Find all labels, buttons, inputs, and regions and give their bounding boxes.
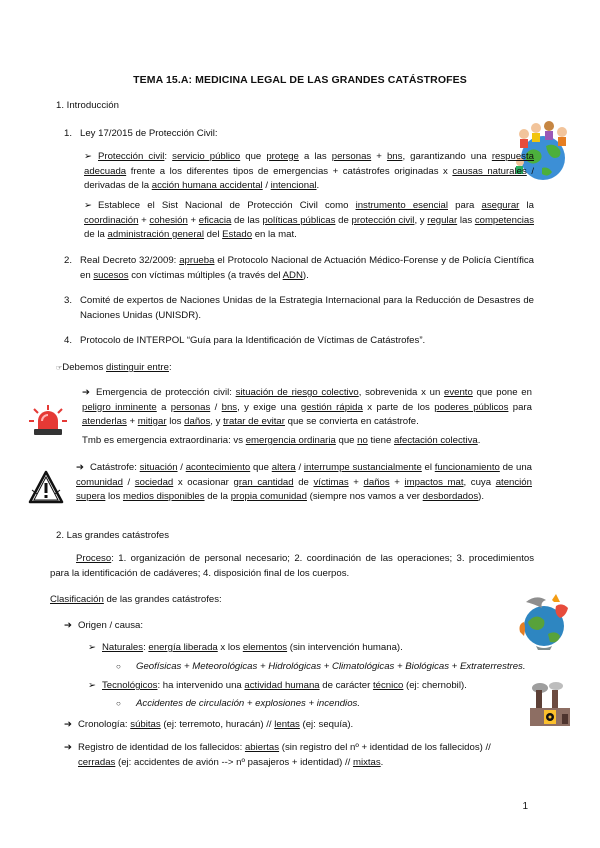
- cronologia-item: ➔ Cronología: súbitas (ej: terremoto, huracán) // lentas (ej: sequía).: [64, 718, 353, 733]
- law-4-text: Protocolo de INTERPOL “Guía para la Identificación de Víctimas de Catástrofes”.: [80, 335, 426, 346]
- law-4-number: 4.: [64, 335, 73, 346]
- law-2-text: Real Decreto 32/2009: aprueba el Protocolo Nacional de Actuación Médico-Forense y de Policía Científica en sucesos con víctimas múltiples (a través del ADN).: [80, 255, 535, 281]
- tecnologicos-subitem: ○ Accidentes de circulación + explosiones + incendios.: [116, 697, 360, 712]
- emergencia-extraordinaria: Tmb es emergencia extraordinaria: vs emergencia ordinaria que no tiene afectación colectiva.: [82, 435, 481, 446]
- distinguir-heading: ☞Debemos distinguir entre:: [56, 362, 172, 373]
- emergencia-definition: ➔ Emergencia de protección civil: situación de riesgo colectivo, sobrevenida x un evento que pone en peligro inminente a personas / bns, y exige una gestión rápida x parte de los poderes públicos para atenderlas + mitigar los daños, y tratar de evitar que se convierta en catástrofe.: [82, 387, 532, 427]
- law-3-number: 3.: [64, 295, 73, 306]
- triangle-bullet-icon: ➢: [88, 642, 97, 653]
- pointing-hand-icon: ☞: [56, 365, 63, 372]
- triangle-bullet-icon: ➢: [88, 680, 97, 691]
- disaster-earth-icon: [516, 592, 572, 652]
- clasificacion-heading: Clasificación de las grandes catástrofes:: [50, 594, 222, 605]
- law-2-number: 2.: [64, 255, 73, 266]
- catastrofe-definition: ➔ Catástrofe: situación / acontecimiento que altera / interrumpe sustancialmente el funcionamiento de una comunidad / sociedad x ocasionar gran cantidad de víctimas + daños + impactos mat, cuya atención supera los medios disponibles de la propia comunidad (siempre nos vamos a ver desbordados).: [76, 462, 533, 502]
- law-1-bullet-2: ➢ Establece el Sist Nacional de Protección Civil como instrumento esencial para asegurar la coordinación + cohesión + eficacia de las políticas públicas de protección civil, y regular las competencias de la administración general del Estado en la mat.: [84, 200, 535, 240]
- arrow-right-icon: ➔: [76, 462, 85, 473]
- warning-sign-icon: [28, 470, 64, 504]
- section-heading-catastrofes: 2. Las grandes catástrofes: [56, 530, 170, 541]
- origen-item: ➔ Origen / causa:: [64, 619, 143, 634]
- tecnologicos-item: ➢ Tecnológicos: ha intervenido una actividad humana de carácter técnico (ej: chernobil).: [88, 679, 467, 694]
- naturales-item: ➢ Naturales: energía liberada x los elementos (sin intervención humana).: [88, 641, 403, 656]
- page-title: TEMA 15.A: MEDICINA LEGAL DE LAS GRANDES CATÁSTROFES: [133, 74, 467, 86]
- arrow-right-icon: ➔: [64, 742, 73, 753]
- law-3-text: Comité de expertos de Naciones Unidas de la Estrategia Internacional para la Reducción de Desastres de Naciones Unidas (UNISDR).: [80, 295, 534, 321]
- factory-icon: [526, 680, 574, 728]
- proceso-text: Proceso: 1. organización de personal necesario; 2. coordinación de las operaciones; 3. procedimientos para la identificación de cadáveres; 4. disposición final de los cuerpos.: [50, 553, 534, 579]
- siren-icon: [28, 403, 68, 437]
- registro-item: ➔ Registro de identidad de los fallecidos: abiertas (sin registro del nº + identidad de los fallecidos) // cerradas (ej: accidentes de avión --> nº pasajeros + identidad) // mixtas.: [64, 742, 491, 768]
- naturales-subitem: ○ Geofísicas + Meteorológicas + Hidrológicas + Climatológicas + Biológicas + Extraterrestres.: [116, 660, 526, 675]
- law-1-text: Ley 17/2015 de Protección Civil:: [80, 128, 218, 139]
- arrow-right-icon: ➔: [64, 620, 73, 631]
- triangle-bullet-icon: ➢: [84, 200, 93, 211]
- arrow-right-icon: ➔: [64, 719, 73, 730]
- page-number: 1: [522, 800, 528, 812]
- circle-bullet-icon: ○: [116, 662, 121, 671]
- section-heading-intro: 1. Introducción: [56, 100, 119, 111]
- arrow-right-icon: ➔: [82, 387, 91, 398]
- law-1-number: 1.: [64, 128, 73, 139]
- law-1-bullet-1: ➢ Protección civil: servicio público que protege a las personas + bns, garantizando una respuesta adecuada frente a los diferentes tipos de emergencias + catástrofes originadas x causas naturales / derivadas de la acción humana accidental / intencional.: [84, 151, 534, 191]
- triangle-bullet-icon: ➢: [84, 151, 93, 162]
- circle-bullet-icon: ○: [116, 699, 121, 708]
